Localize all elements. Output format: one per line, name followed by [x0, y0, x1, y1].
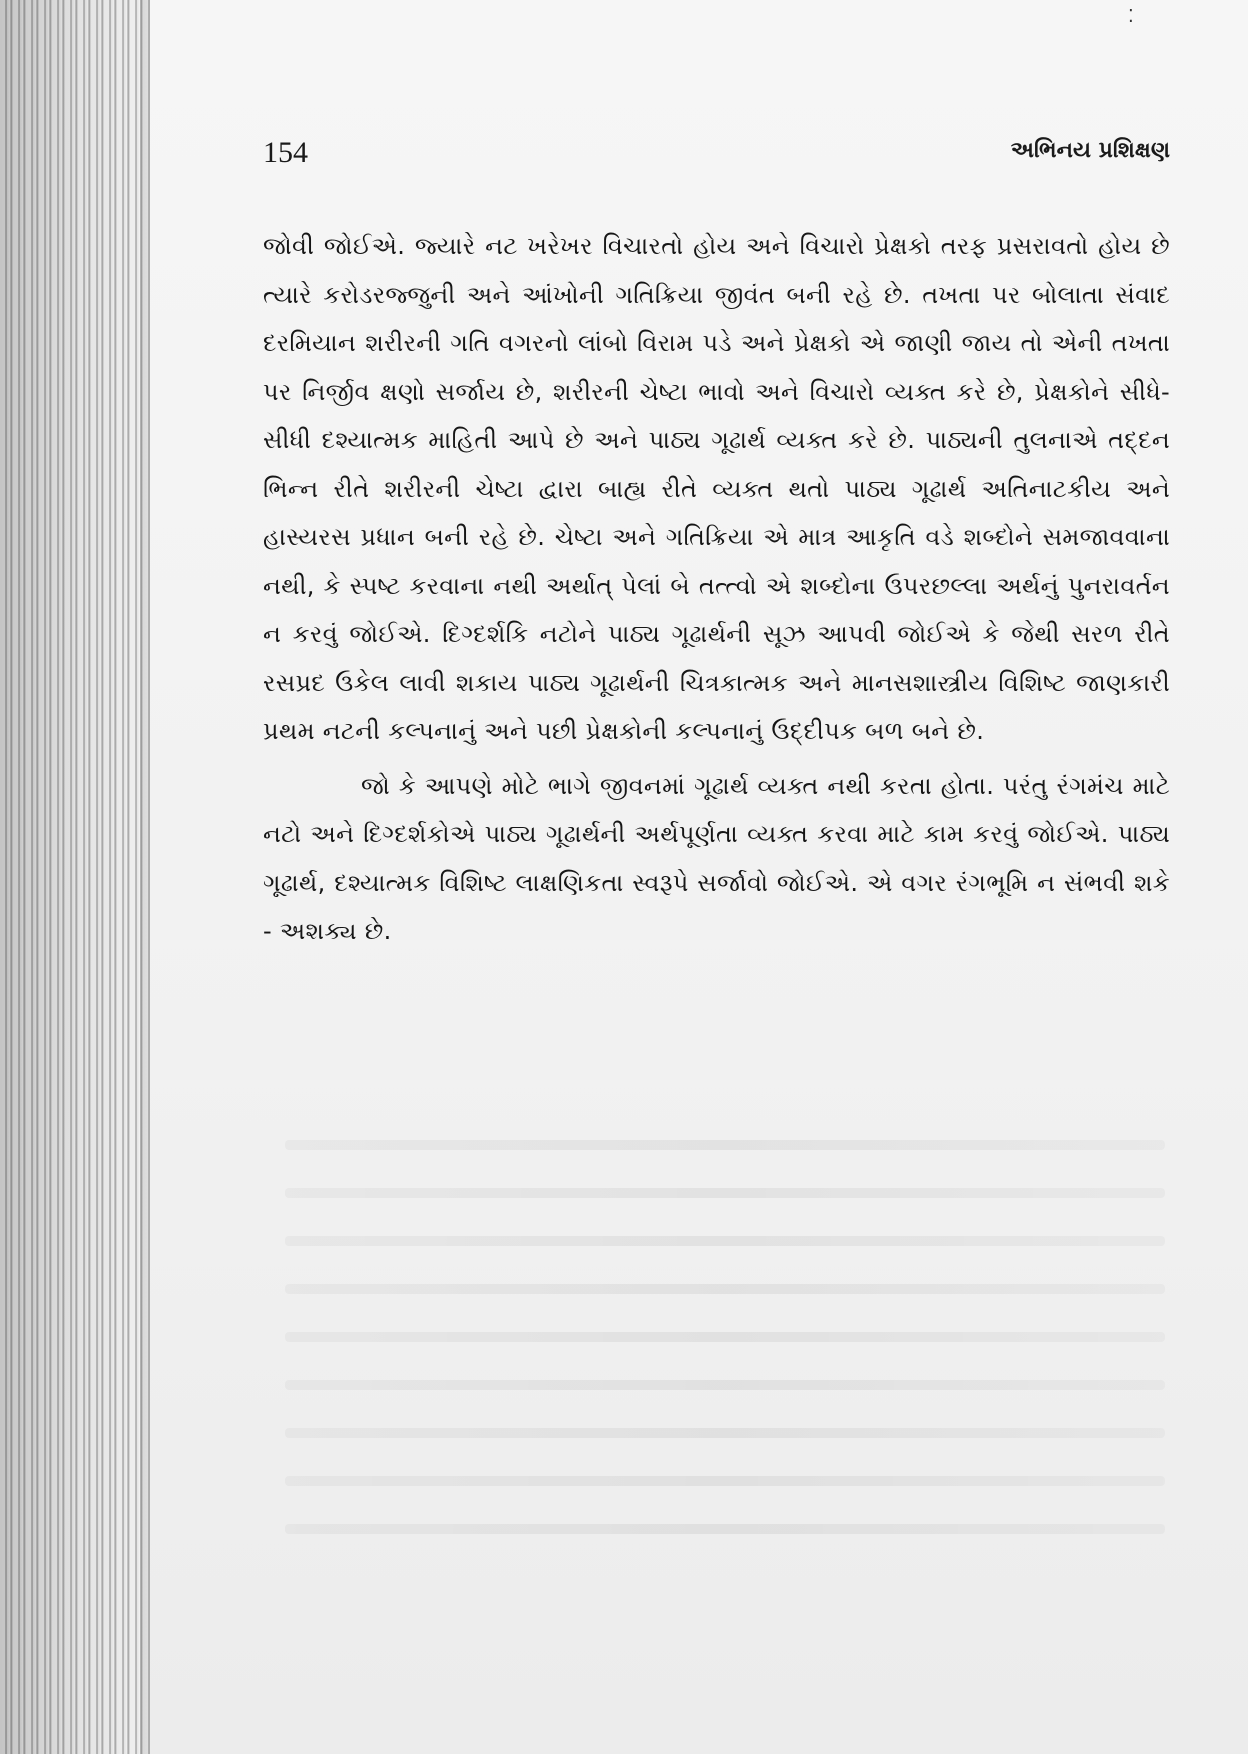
bleed-through-line	[285, 1380, 1165, 1390]
paragraph: જોવી જોઈએ. જ્યારે નટ ખરેખર વિચારતો હોય અને વિચારો પ્રેક્ષકો તરફ પ્રસરાવતો હોય છે ત્યારે કરોડરજ્જુની અને આંખોની ગતિક્રિયા જીવંત બની રહે છે. તખતા પર બોલાતા સંવાદ દરમિયાન શરીરની ગતિ વગરનો લાંબો વિરામ પડે અને પ્રેક્ષકો એ જાણી જાય તો એની તખતા પર નિર્જીવ ક્ષણો સર્જાય છે, શરીરની ચેષ્ટા ભાવો અને વિચારો વ્યક્ત કરે છે, પ્રેક્ષકોને સીધે-સીધી દશ્યાત્મક માહિતી આપે છે અને પાઠ્ય ગૂઢાર્થ વ્યક્ત કરે છે. પાઠ્યની તુલનાએ તદ્દન ભિન્ન રીતે શરીરની ચેષ્ટા દ્વારા બાહ્ય રીતે વ્યક્ત થતો પાઠ્ય ગૂઢાર્થ અતિનાટકીય અને હાસ્યરસ પ્રધાન બની રહે છે. ચેષ્ટા અને ગતિક્રિયા એ માત્ર આકૃતિ વડે શબ્દોને સમજાવવાના નથી, કે સ્પષ્ટ કરવાના નથી અર્થાત્ પેલાં બે તત્ત્વો એ શબ્દોના ઉપરછલ્લા અર્થનું પુનરાવર્તન ન કરવું જોઈએ. દિગ્દર્શકિ નટોને પાઠ્ય ગૂઢાર્થની સૂઝ આપવી જોઈએ કે જેથી સરળ રીતે રસપ્રદ ઉકેલ લાવી શકાય પાઠ્ય ગૂઢાર્થની ચિત્રકાત્મક અને માનસશાસ્ત્રીય વિશિષ્ટ જાણકારી પ્રથમ નટની કલ્પનાનું અને પછી પ્રેક્ષકોની કલ્પનાનું ઉદ્દીપક બળ બને છે.	[263, 232, 1170, 745]
bleed-through-line	[285, 1236, 1165, 1246]
running-head: અભિનય પ્રશિક્ષણ	[1010, 138, 1170, 163]
book-page-edges	[0, 0, 150, 1754]
bleed-through-line	[285, 1524, 1165, 1534]
paragraph: જો કે આપણે મોટે ભાગે જીવનમાં ગૂઢાર્થ વ્યક્ત નથી કરતા હોતા. પરંતુ રંગમંચ માટે નટો અને દિગ્દર્શકોએ પાઠ્ય ગૂઢાર્થની અર્થપૂર્ણતા વ્યક્ત કરવા માટે કામ કરવું જોઈએ. પાઠ્ય ગૂઢાર્થ, દશ્યાત્મક વિશિષ્ટ લાક્ષણિકતા સ્વરૂપે સર્જાવો જોઈએ. એ વગર રંગભૂમિ ન સંભવી શકે - અશક્ય છે.	[263, 771, 1170, 945]
bleed-through-line	[285, 1188, 1165, 1198]
bleed-through-line	[285, 1332, 1165, 1342]
page-header	[263, 136, 1170, 176]
bleed-through-line	[285, 1284, 1165, 1294]
bleed-through-line	[285, 1140, 1165, 1150]
bleed-through-line	[285, 1476, 1165, 1486]
bleed-through-line	[285, 1428, 1165, 1438]
page-number: 154	[263, 136, 308, 169]
body-text	[263, 222, 1170, 956]
scan-speck: ⁚	[1128, 6, 1134, 27]
